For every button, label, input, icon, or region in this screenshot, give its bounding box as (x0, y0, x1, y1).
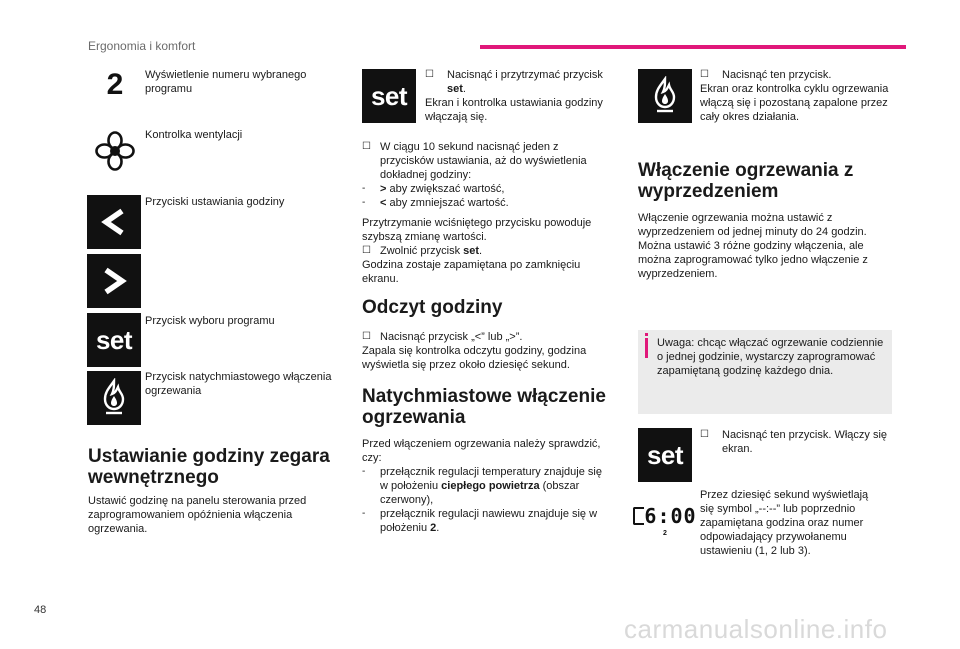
step-hold-set-key: set (447, 83, 463, 95)
delayed-heat-body: Włączenie ogrzewania można ustawić z wyprzedzeniem od jednej minuty do 24 godzin. Można ustawić 3 różne godziny włączenia, ale można zaprogramować tylko jedno włączenie z wyprzedzeniem. (638, 212, 868, 280)
set-button-icon (638, 428, 692, 482)
note-text: Uwaga: chcąc włączać ogrzewanie codziennie o jednej godzinie, wystarczy zaprogramować zapamiętaną godzinę każdego dnia. (657, 337, 884, 377)
legend-fan: Kontrolka wentylacji (145, 129, 243, 141)
release-key: set (463, 245, 480, 257)
condition-blower-end: . (436, 522, 440, 534)
set-icon-label: set (95, 324, 133, 355)
press-set-text: Nacisnąć ten przycisk. Włączy się ekran. (722, 429, 888, 455)
chevron-right-icon (87, 254, 141, 308)
step-hold-set-end: . (462, 83, 466, 95)
legend-program-number: Wyświetlenie numeru wybranego programu (145, 69, 307, 95)
opt-increase-text: aby zwiększać wartość, (386, 183, 505, 195)
release-end: . (479, 245, 483, 257)
opt-decrease-symbol: < (380, 197, 387, 209)
saved-text: Godzina zostaje zapamiętana po zamknięciu ekranu. (362, 259, 581, 285)
flame-icon (638, 69, 692, 123)
heading-set-clock: Ustawianie godziny zegara wewnętrznego (88, 446, 330, 488)
condition-blower-value: 2 (430, 522, 437, 534)
set-icon-label: set (370, 80, 408, 111)
watermark: carmanualsonline.info (624, 614, 888, 644)
condition-blower: przełącznik regulacji nawiewu znajduje się w położeniu (380, 508, 598, 534)
checkbox-bullet-icon: ☐ (362, 245, 371, 256)
checkbox-bullet-icon: ☐ (362, 141, 371, 152)
legend-time-buttons: Przyciski ustawiania godziny (145, 196, 285, 208)
step-hold-set-text: Nacisnąć i przytrzymać przycisk (447, 69, 603, 81)
opt-increase-symbol: > (380, 183, 387, 195)
read-time-body: Zapala się kontrolka odczytu godziny, godzina wyświetla się przez około dziesięć sekund. (362, 345, 587, 371)
heading-delayed-heat: Włączenie ogrzewania z wyprzedzeniem (638, 160, 854, 202)
header-accent-rule (480, 45, 906, 49)
step-hold-set-result: Ekran i kontrolka ustawiania godziny włączają się. (425, 97, 603, 123)
heat-now-result: Ekran oraz kontrolka cyklu ogrzewania włączą się i pozostaną zapalone przez cały okres działania. (700, 83, 889, 123)
heat-now-intro: Przed włączeniem ogrzewania należy sprawdzić, czy: (362, 438, 601, 464)
legend-heat-now: Przycisk natychmiastowego włączenia ogrzewania (145, 371, 332, 397)
step-hold-set (425, 68, 610, 124)
heat-now-section: Przed włączeniem ogrzewania należy sprawdzić, czy: - przełącznik regulacji temperatury znajduje się w położeniu ciepłego powietrza (obszar czerwony), - przełącznik regulacji nawiewu znajduje się w położeniu 2. (362, 437, 612, 535)
checkbox-bullet-icon: ☐ (700, 69, 709, 80)
fan-icon (88, 124, 142, 178)
read-time-section (362, 330, 612, 372)
heading-read-time: Odczyt godziny (362, 297, 503, 318)
heading-heat-now: Natychmiastowe włączenie ogrzewania (362, 386, 606, 428)
set-button-icon (87, 313, 141, 367)
program-number-icon (88, 58, 142, 112)
release-text: Zwolnić przycisk (380, 245, 464, 257)
hold-info-text: Przytrzymanie wciśniętego przycisku powoduje szybszą zmianę wartości. (362, 217, 592, 243)
page-number: 48 (34, 604, 47, 616)
opt-decrease-text: aby zmniejszać wartość. (386, 197, 509, 209)
checkbox-bullet-icon: ☐ (425, 69, 434, 80)
condition-red-zone: (obszar czerwony), (380, 480, 580, 506)
legend-set-button: Przycisk wyboru programu (145, 315, 275, 327)
hold-info (362, 216, 612, 286)
lcd-time: 6:00 (644, 503, 697, 528)
set-button-icon (362, 69, 416, 123)
set-clock-body: Ustawić godzinę na panelu sterowania przed zaprogramowaniem opóźnienia włączenia ogrzewania. (88, 495, 307, 535)
condition-temperature: przełącznik regulacji temperatury znajduje się w położeniu (380, 466, 602, 492)
section-header: Ergonomia i komfort (88, 39, 196, 53)
program-number-glyph: 2 (106, 68, 124, 101)
info-icon (645, 333, 648, 336)
info-icon-bar (645, 338, 648, 358)
lcd-hours-placeholder (633, 507, 644, 525)
heat-now-step (700, 68, 890, 124)
press-set-step (700, 428, 890, 456)
read-time-step: Nacisnąć przycisk „<” lub „>”. (380, 331, 523, 343)
ten-second-display: Przez dziesięć sekund wyświetlają się symbol „--:--” lub poprzednio zapamiętana godzina oraz numer odpowiadający przywołanemu ustawieniu (1, 2 lub 3). (700, 489, 869, 557)
set-icon-label: set (646, 439, 684, 470)
chevron-left-icon (87, 195, 141, 249)
lcd-program-number: 2 (663, 529, 667, 537)
lcd-display-icon (636, 498, 697, 542)
heat-now-press: Nacisnąć ten przycisk. (722, 69, 832, 81)
step-adjust: ☐ W ciągu 10 sekund nacisnąć jeden z przycisków ustawiania, aż do wyświetlenia dokładnej godziny: - > aby zwiększać wartość, - < aby zmniejszać wartość. (362, 141, 587, 209)
flame-icon (87, 371, 141, 425)
step-adjust-text: W ciągu 10 sekund nacisnąć jeden z przycisków ustawiania, aż do wyświetlenia dokładnej godziny: (380, 141, 587, 181)
condition-warm-air: ciepłego powietrza (441, 480, 540, 492)
checkbox-bullet-icon: ☐ (362, 331, 371, 342)
checkbox-bullet-icon: ☐ (700, 429, 709, 440)
